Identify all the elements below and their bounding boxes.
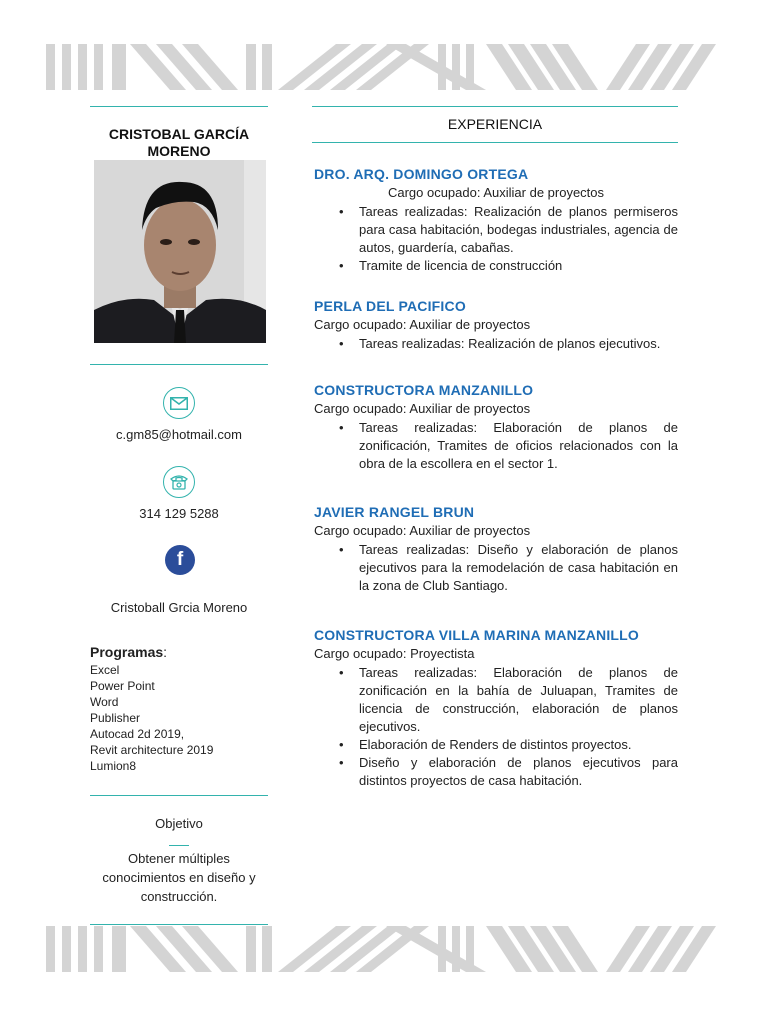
company-name: PERLA DEL PACIFICO — [314, 298, 466, 314]
program-item: Publisher — [90, 711, 141, 725]
task-list — [314, 335, 678, 353]
programs-heading: Programas: — [90, 644, 168, 660]
task-list — [314, 203, 678, 275]
job-role: Cargo ocupado: Auxiliar de proyectos — [314, 401, 531, 416]
objective-title: Objetivo — [155, 816, 203, 831]
program-item: Word — [90, 695, 119, 709]
task-item: • Tareas realizadas: Realización de planos ejecutivos. — [359, 335, 678, 353]
program-item: Lumion8 — [90, 759, 137, 773]
objective-divider — [169, 845, 189, 846]
photo-bottom-rule — [90, 364, 268, 365]
job-role: Cargo ocupado: Auxiliar de proyectos — [314, 523, 531, 538]
facebook-icon[interactable]: f — [165, 545, 195, 575]
job-entry — [314, 381, 678, 473]
telephone-icon[interactable] — [163, 466, 195, 498]
program-item: Autocad 2d 2019, — [90, 727, 185, 741]
programs-bottom-rule — [90, 795, 268, 796]
job-role: Cargo ocupado: Proyectista — [314, 646, 475, 661]
task-item: • Diseño y elaboración de planos ejecutivos para distintos proyectos de casa habitación. — [359, 754, 678, 790]
decorative-footer-band — [46, 926, 720, 972]
job-entry — [314, 165, 678, 275]
task-item: • Tareas realizadas: Diseño y elaboración de planos ejecutivos para la remodelación de casa habitación en la zona de Club Santiago. — [359, 541, 678, 595]
facebook-name[interactable]: Cristoball Grcia Moreno — [110, 600, 248, 615]
program-item: Power Point — [90, 679, 155, 693]
task-item: • Tareas realizadas: Elaboración de planos de zonificación, Tramites de oficios relacionados con la obra de la escollera en el sector 1. — [359, 419, 678, 473]
program-item: Revit architecture 2019 — [90, 743, 214, 757]
envelope-icon[interactable] — [163, 387, 195, 419]
phone-text[interactable]: 314 129 5288 — [139, 506, 219, 521]
job-entry — [314, 503, 678, 595]
candidate-name: CRISTOBAL GARCÍA MORENO — [108, 126, 250, 159]
company-name: DRO. ARQ. DOMINGO ORTEGA — [314, 166, 529, 182]
task-list — [314, 541, 678, 595]
company-name: CONSTRUCTORA MANZANILLO — [314, 382, 534, 398]
job-role: Cargo ocupado: Auxiliar de proyectos — [314, 317, 531, 332]
right-top-rule — [312, 106, 678, 107]
programs-list — [90, 662, 213, 774]
job-entry — [314, 626, 678, 790]
job-role: Cargo ocupado: Auxiliar de proyectos — [387, 185, 605, 200]
profile-photo — [94, 160, 266, 343]
task-item: • Elaboración de Renders de distintos proyectos. — [359, 736, 678, 754]
programs-title: Programas — [90, 644, 164, 660]
task-item: • Tareas realizadas: Elaboración de planos de zonificación en la bahía de Juluapan, Tramites de licencia de construcción, elaboración de planos ejecutivos. — [359, 664, 678, 736]
experience-title: EXPERIENCIA — [447, 116, 543, 132]
objective-bottom-rule — [90, 924, 268, 925]
task-list — [314, 419, 678, 473]
task-item: • Tramite de licencia de construcción — [359, 257, 678, 275]
company-name: CONSTRUCTORA VILLA MARINA MANZANILLO — [314, 627, 640, 643]
objective-text: Obtener múltiples conocimientos en diseño y construcción. — [102, 851, 256, 904]
decorative-header-band — [46, 44, 720, 90]
right-title-rule — [312, 142, 678, 143]
program-item: Excel — [90, 663, 120, 677]
left-top-rule — [90, 106, 268, 107]
task-list — [314, 664, 678, 790]
task-item: • Tareas realizadas: Realización de planos permiseros para casa habitación, bodegas industriales, agencia de autos, guardería, cabañas. — [359, 203, 678, 257]
company-name: JAVIER RANGEL BRUN — [314, 504, 475, 520]
email-text[interactable]: c.gm85@hotmail.com — [116, 427, 242, 442]
job-entry — [314, 297, 678, 353]
